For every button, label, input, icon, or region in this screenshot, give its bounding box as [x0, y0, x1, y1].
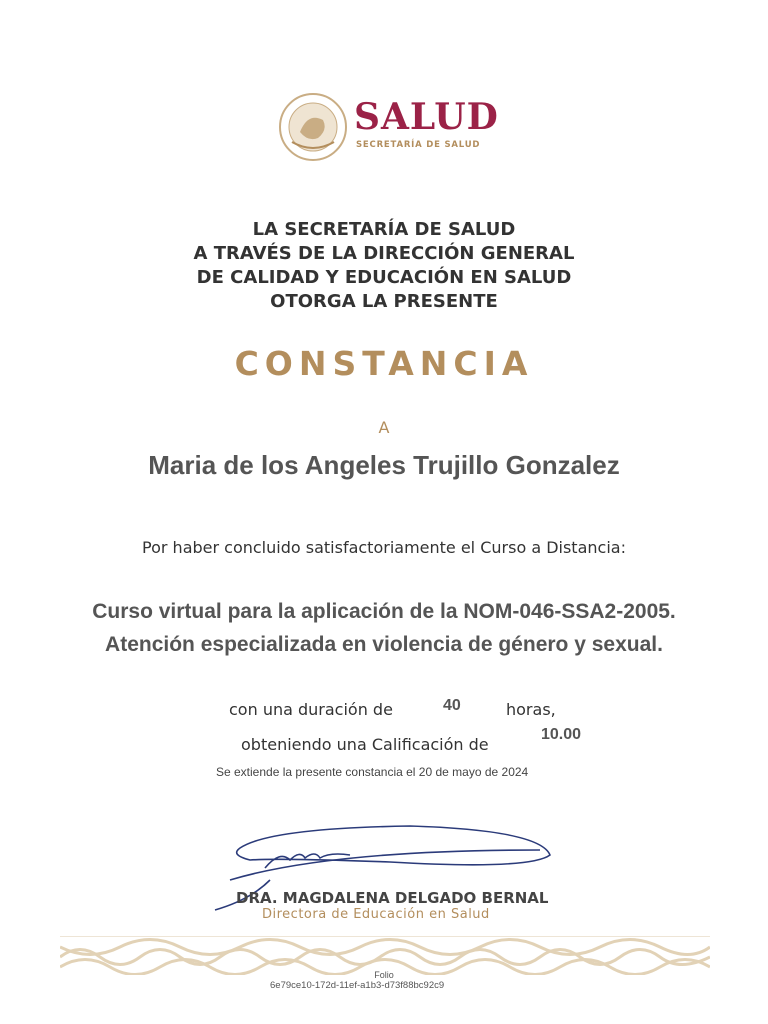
- signer-name: DRA. MAGDALENA DELGADO BERNAL: [236, 889, 549, 907]
- grade-prefix: obteniendo una Calificación de: [241, 735, 489, 754]
- signer-role: Directora de Educación en Salud: [262, 907, 490, 922]
- issue-date-text: Se extiende la presente constancia el 20 de mayo de 2024: [216, 765, 529, 779]
- header-line: OTORGA LA PRESENTE: [270, 291, 498, 312]
- grade-value: 10.00: [541, 726, 582, 743]
- duration-suffix: horas,: [506, 700, 556, 719]
- national-seal-icon: [278, 92, 348, 162]
- folio-value: 6e79ce10-172d-11ef-a1b3-d73f88bc92c9: [270, 980, 445, 991]
- course-line: Atención especializada en violencia de género y sexual.: [105, 633, 663, 656]
- duration-prefix: con una duración de: [229, 700, 393, 719]
- header-line: LA SECRETARÍA DE SALUD: [252, 219, 516, 240]
- header-line: DE CALIDAD Y EDUCACIÓN EN SALUD: [196, 267, 572, 288]
- header-line: A TRAVÉS DE LA DIRECCIÓN GENERAL: [193, 243, 575, 264]
- certificate-title: CONSTANCIA: [234, 344, 534, 383]
- logo-subtitle: SECRETARÍA DE SALUD: [356, 140, 481, 150]
- reason-text: Por haber concluido satisfactoriamente el Curso a Distancia:: [142, 538, 626, 557]
- logo-title: SALUD: [354, 96, 499, 138]
- duration-value: 40: [443, 697, 461, 714]
- recipient-name: Maria de los Angeles Trujillo Gonzalez: [148, 450, 620, 480]
- to-label: A: [378, 418, 390, 437]
- folio-label: Folio: [374, 970, 394, 980]
- course-line: Curso virtual para la aplicación de la NOM-046-SSA2-2005.: [92, 600, 676, 623]
